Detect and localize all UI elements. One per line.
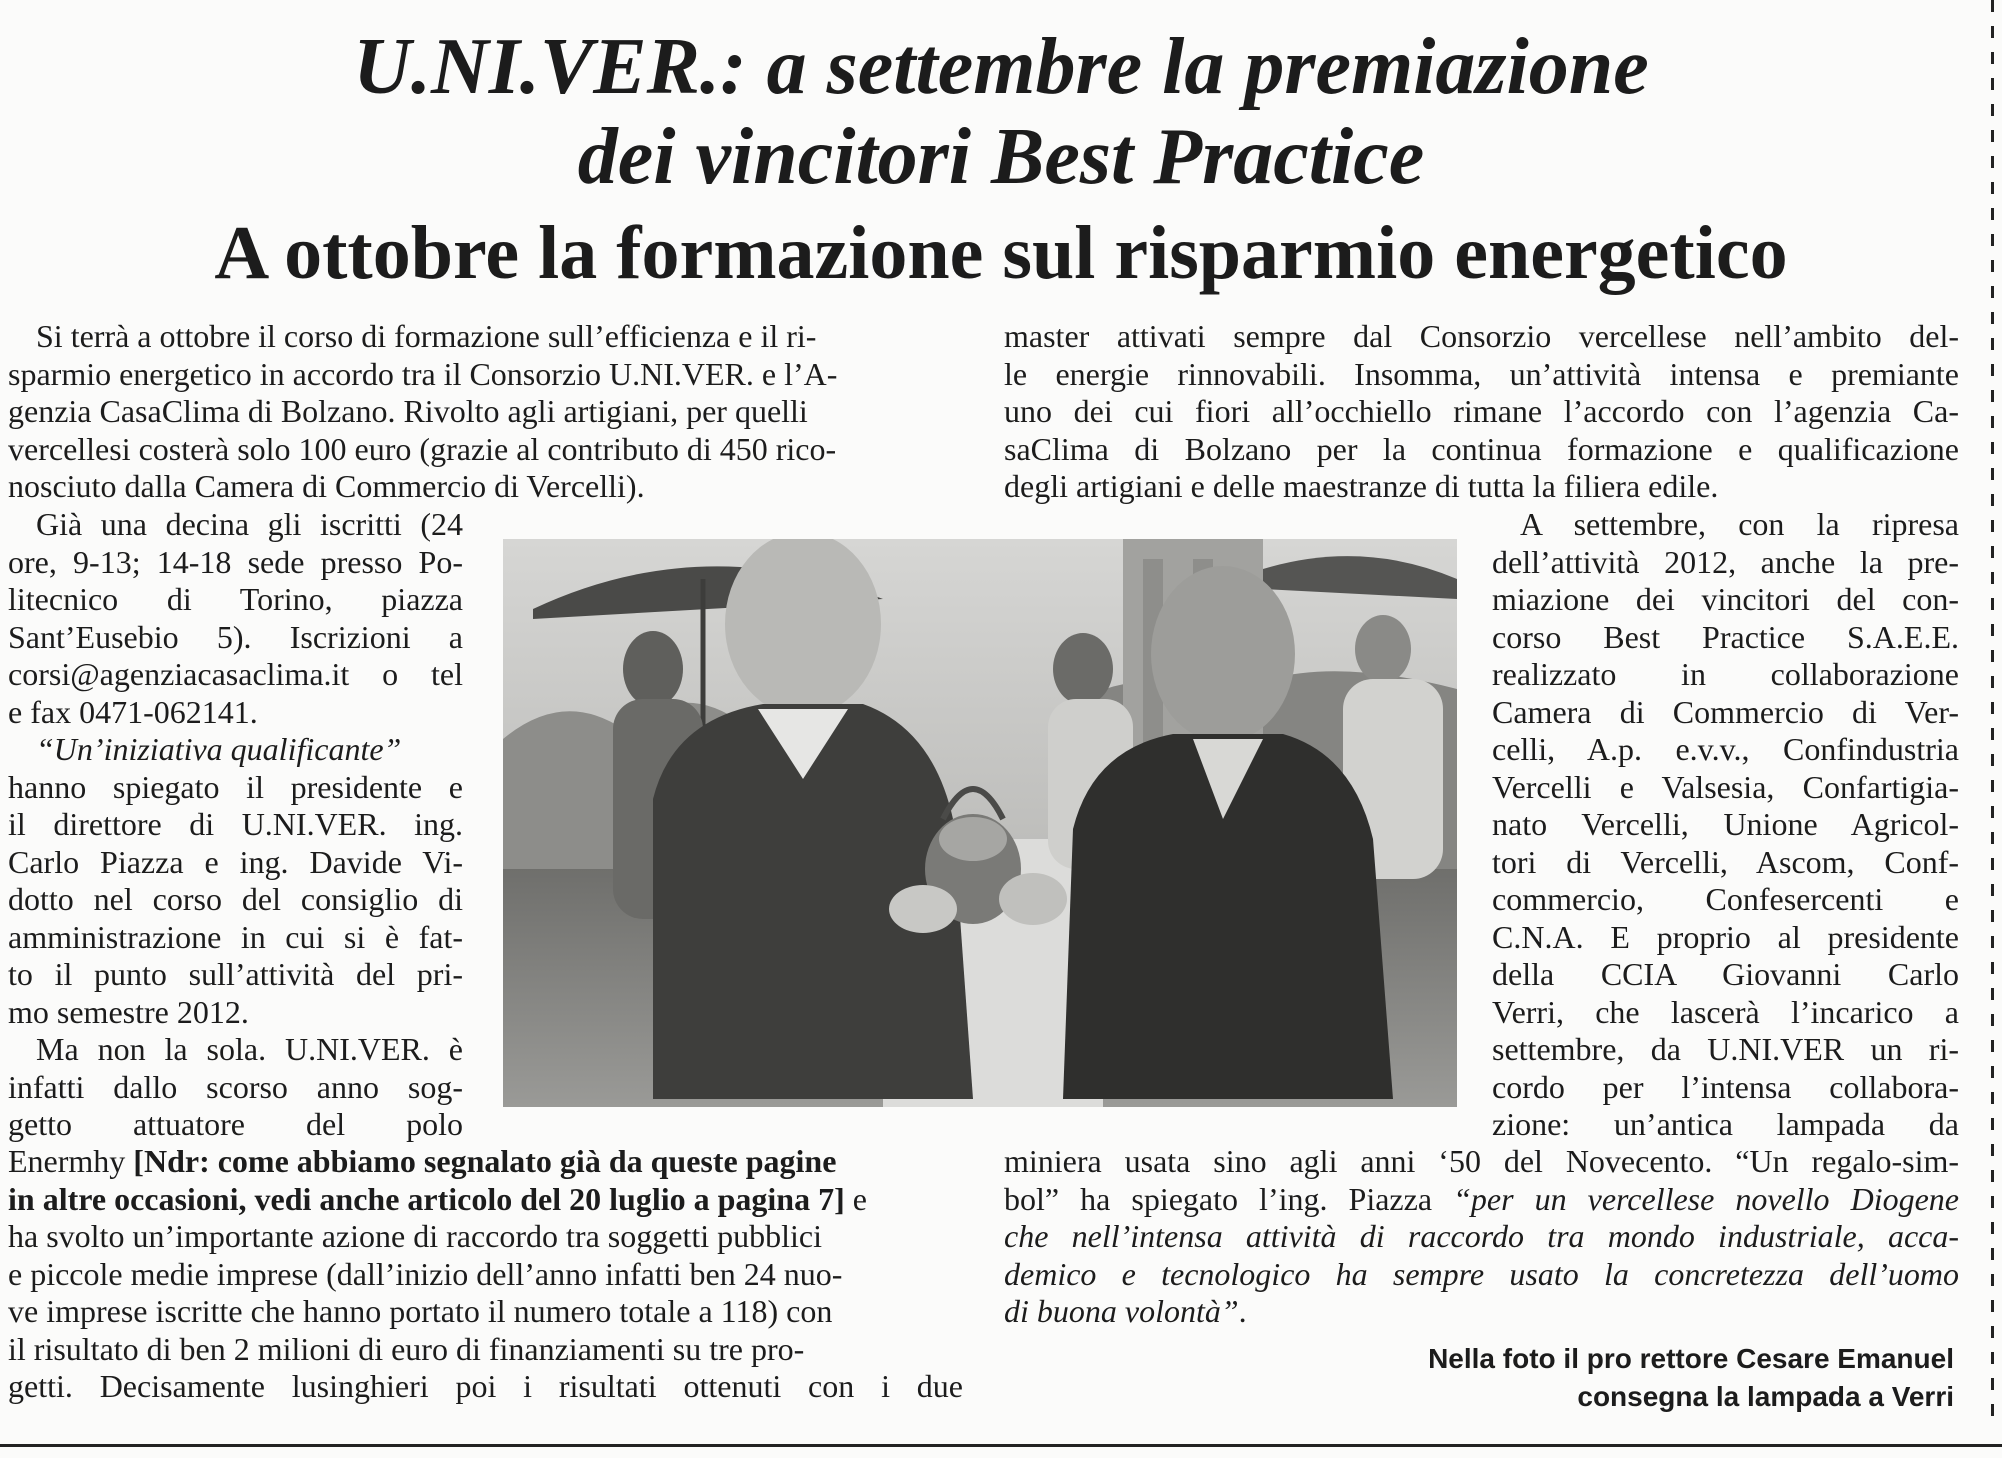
text-line: dell’attività 2012, anche la pre-	[1492, 543, 1959, 580]
text-line: commercio, Confesercenti e	[1492, 881, 1959, 917]
text-line: Verri, che lascerà l’incarico a	[1492, 993, 1959, 1030]
text-line: il direttore di U.NI.VER. ing.	[8, 806, 463, 842]
text-line: e fax 0471-062141.	[8, 693, 258, 730]
text-line	[8, 1143, 963, 1181]
text-line: Camera di Commercio di Ver-	[1492, 693, 1959, 730]
text-line: getti. Decisamente lusinghieri poi i risultati ottenuti con i due	[8, 1368, 963, 1404]
text-line: il risultato di ben 2 milioni di euro di finanziamenti su tre pro-	[8, 1330, 805, 1367]
text-line: nato Vercelli, Unione Agricol-	[1492, 806, 1959, 842]
text-line: tori di Vercelli, Ascom, Conf-	[1492, 843, 1959, 880]
text-line	[1004, 1181, 1959, 1219]
text-span: bol” ha spiegato l’ing. Piazza	[1004, 1180, 1454, 1217]
quote-line: “Un’iniziativa qualificante”	[36, 731, 402, 767]
text-line: dotto nel corso del consiglio di	[8, 881, 463, 917]
headline-line-2: dei vincitori Best Practice	[577, 113, 1425, 201]
text-line: e piccole medie imprese (dall’inizio dell’anno infatti ben 24 nuo-	[8, 1255, 843, 1292]
editor-note: [Ndr: come abbiamo segnalato già da queste pagine	[133, 1143, 837, 1179]
conjunction: e	[844, 1180, 867, 1217]
text-line: Già una decina gli iscritti (24	[36, 506, 463, 542]
text-line: amministrazione in cui si è fat-	[8, 918, 463, 955]
text-line: vercellesi costerà solo 100 euro (grazie al contributo di 450 rico-	[8, 430, 837, 467]
text-line: hanno spiegato il presidente e	[8, 768, 463, 805]
quote-span: “per un vercellese novello Diogene	[1453, 1180, 1960, 1217]
text-line: mo semestre 2012.	[8, 993, 249, 1030]
text-line: miniera usata sino agli anni ‘50 del Novecento. “Un regalo-sim-	[1004, 1143, 1959, 1179]
text-line: master attivati sempre dal Consorzio vercellese nell’ambito del-	[1004, 318, 1959, 354]
period: .	[1238, 1293, 1247, 1329]
quote-span: di buona volontà”	[1004, 1293, 1239, 1329]
bottom-rule	[0, 1444, 2002, 1447]
caption-line: Nella foto il pro rettore Cesare Emanuel	[1428, 1343, 1954, 1374]
photo-caption	[1428, 1340, 1954, 1416]
headline-line-1: U.NI.VER.: a settembre la premiazione	[353, 23, 1649, 111]
right-column-narrow	[1492, 506, 1959, 1144]
text-line: settembre, da U.NI.VER un ri-	[1492, 1031, 1959, 1067]
text-line: realizzato in collaborazione	[1492, 656, 1959, 692]
text-line: getto attuatore del polo	[8, 1106, 463, 1142]
text-line: sparmio energetico in accordo tra il Consorzio U.NI.VER. e l’A-	[8, 355, 838, 392]
text-line: Sant’Eusebio 5). Iscrizioni a	[8, 618, 463, 655]
left-column-narrow	[8, 506, 463, 1144]
text-line: nosciuto dalla Camera di Commercio di Vercelli).	[8, 468, 645, 504]
subheadline: A ottobre la formazione sul risparmio energetico	[214, 211, 1788, 295]
text-line: uno dei cui fiori all’occhiello rimane l’accordo con l’agenzia Ca-	[1004, 393, 1959, 429]
text-line: infatti dallo scorso anno sog-	[8, 1068, 463, 1105]
text-line: to il punto sull’attività del pri-	[8, 956, 463, 992]
text-line: Carlo Piazza e ing. Davide Vi-	[8, 843, 463, 880]
text-line: Si terrà a ottobre il corso di formazione sull’efficienza e il ri-	[36, 318, 817, 354]
text-line: C.N.A. E proprio al presidente	[1492, 918, 1959, 955]
text-line: ha svolto un’importante azione di raccordo tra soggetti pubblici	[8, 1218, 822, 1254]
text-line: le energie rinnovabili. Insomma, un’attività intensa e premiante	[1004, 355, 1959, 392]
text-line: A settembre, con la ripresa	[1520, 506, 1959, 542]
text-line: saClima di Bolzano per la continua formazione e qualificazione	[1004, 430, 1959, 467]
text-line: celli, A.p. e.v.v., Confindustria	[1492, 731, 1959, 767]
editor-note: in altre occasioni, vedi anche articolo del 20 luglio a pagina 7]	[8, 1180, 845, 1217]
right-column-bottom	[1004, 1143, 1959, 1331]
caption-line: consegna la lampada a Verri	[1577, 1381, 1954, 1412]
text-line: Vercelli e Valsesia, Confartigia-	[1492, 768, 1959, 805]
enermhy-word: Enermhy	[8, 1143, 126, 1179]
right-column-top	[1004, 318, 1959, 506]
text-line: corsi@agenziacasaclima.it o tel	[8, 656, 463, 692]
photo-illustration	[503, 539, 1457, 1107]
text-line: ve imprese iscritte che hanno portato il numero totale a 118) con	[8, 1293, 833, 1329]
text-line: corso Best Practice S.A.E.E.	[1492, 618, 1959, 655]
text-line	[8, 1181, 963, 1219]
text-line: ore, 9-13; 14-18 sede presso Po-	[8, 543, 463, 580]
news-photo	[503, 539, 1457, 1107]
quote-line: demico e tecnologico ha sempre usato la concretezza dell’uomo	[1004, 1255, 1959, 1292]
text-line: zione: un’antica lampada da	[1492, 1106, 1959, 1142]
left-column-bottom	[8, 1143, 963, 1406]
text-line	[1004, 1293, 1959, 1331]
quote-line: che nell’intensa attività di raccordo tra mondo industriale, acca-	[1004, 1218, 1959, 1254]
left-column-top	[8, 318, 958, 506]
text-line: della CCIA Giovanni Carlo	[1492, 956, 1959, 992]
text-line: genzia CasaClima di Bolzano. Rivolto agli artigiani, per quelli	[8, 393, 808, 429]
cut-line	[1991, 0, 1994, 1420]
text-line: miazione dei vincitori del con-	[1492, 581, 1959, 617]
text-line: degli artigiani e delle maestranze di tutta la filiera edile.	[1004, 468, 1719, 504]
text-line: cordo per l’intensa collabora-	[1492, 1068, 1959, 1105]
text-line: Ma non la sola. U.NI.VER. è	[36, 1031, 463, 1067]
text-line: litecnico di Torino, piazza	[8, 581, 463, 617]
